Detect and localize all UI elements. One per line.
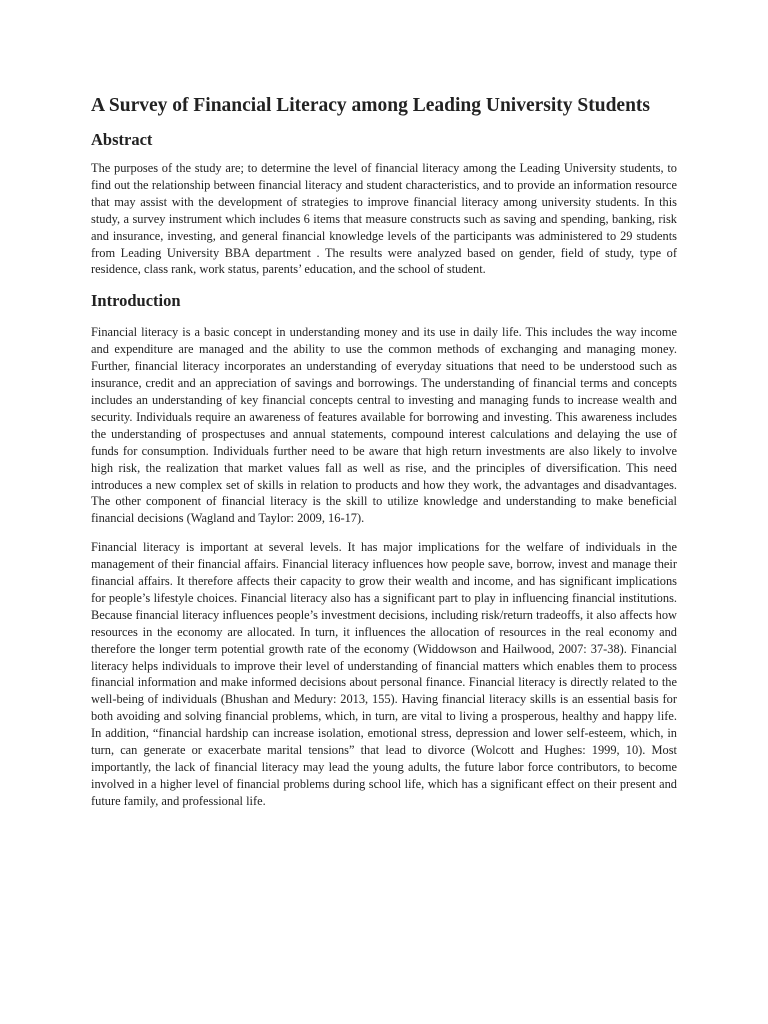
abstract-heading: Abstract: [91, 130, 153, 149]
abstract-paragraph: The purposes of the study are; to determine the level of financial literacy among the Leading University students, to find out the relationship between financial literacy and student characteristics, and to provide an information resource that may assist with the development of strategies to improve financial literacy among university students. In this study, a survey instrument which includes 6 items that measure constructs such as saving and spending, banking, risk and insurance, investing, and general financial knowledge levels of the participants was administered to 29 students from Leading University BBA department . The results were analyzed based on gender, field of study, type of residence, class rank, work status, parents’ education, and the school of student.: [91, 161, 677, 277]
introduction-paragraph-1: Financial literacy is a basic concept in understanding money and its use in daily life. This includes the way income and expenditure are managed and the ability to use the common methods of exchanging and managing money. Further, financial literacy incorporates an understanding of everyday situations that need to be understood such as insurance, credit and an appreciation of savings and borrowings. The understanding of financial terms and concepts includes an understanding of key financial concepts central to investing and managing funds to increase wealth and security. Individuals require an awareness of features available for borrowing and investing. This awareness includes the understanding of prospectuses and annual statements, compound interest calculations and delaying the use of funds for consumption. Individuals further need to be aware that high return investments are also likely to involve high risk, the realization that market values fall as well as rise, and the principles of diversification. This need introduces a new complex set of skills in relation to products and how they work, the advantages and disadvantages. The other component of financial literacy is the skill to utilize knowledge and understanding to make beneficial financial decisions (Wagland and Taylor: 2009, 16-17).: [91, 325, 677, 526]
document-page: [91, 93, 677, 810]
introduction-paragraph-2: Financial literacy is important at several levels. It has major implications for the welfare of individuals in the management of their financial affairs. Financial literacy influences how people save, borrow, invest and manage their financial affairs. It therefore affects their capacity to grow their wealth and income, and has significant implications for people’s lifestyle choices. Financial literacy also has a significant part to play in influencing financial institutions. Because financial literacy influences people’s investment decisions, including risk/return tradeoffs, it also affects how resources in the economy are allocated. In turn, it influences the allocation of resources in the real economy and therefore the longer term potential growth rate of the economy (Widdowson and Hailwood, 2007: 37-38). Financial literacy helps individuals to improve their level of understanding of financial matters which enables them to process financial information and make informed decisions about personal finance. Financial literacy is directly related to the well-being of individuals (Bhushan and Medury: 2013, 155). Having financial literacy skills is an essential basis for both avoiding and solving financial problems, which, in turn, are vital to living a prosperous, healthy and happy life. In addition, “financial hardship can increase isolation, emotional stress, depression and lower self-esteem, which, in turn, can generate or exacerbate marital tensions” that lead to divorce (Wolcott and Hughes: 1999, 10). Most importantly, the lack of financial literacy may lead the young adults, the future labor force contributors, to become involved in a higher level of financial problems during school life, which has a significant effect on their present and future family, and professional life.: [91, 540, 677, 808]
introduction-heading: Introduction: [91, 291, 181, 311]
document-title: A Survey of Financial Literacy among Leading University Students: [91, 95, 651, 116]
